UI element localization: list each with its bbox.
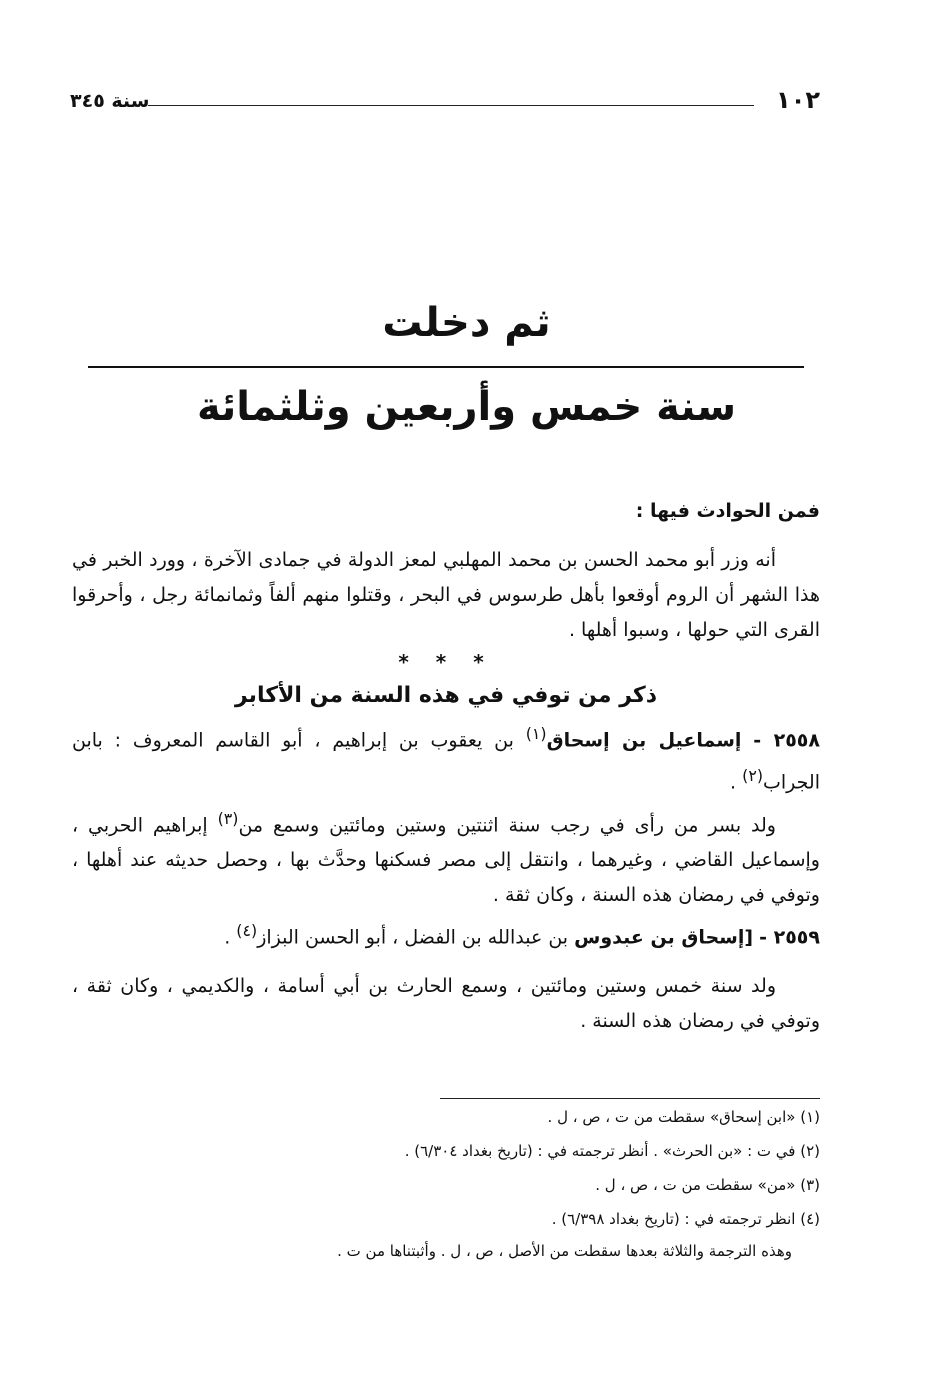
entry-2558-bio xyxy=(72,801,820,913)
footnote-ref: (٣) xyxy=(217,808,239,828)
footnote-ref: (٤) xyxy=(236,920,258,940)
entry-tail: . xyxy=(224,926,237,949)
section-separator: * * * xyxy=(398,650,494,674)
footnote-rule xyxy=(440,1098,820,1099)
header-rule xyxy=(148,105,754,106)
deaths-heading: ذكر من توفي في هذه السنة من الأكابر xyxy=(235,683,657,708)
title-rule xyxy=(88,366,804,368)
footnote-3: (٣) «من» سقطت من ت ، ص ، ل . xyxy=(595,1176,820,1194)
main-text xyxy=(72,494,820,1039)
entry-rest: بن عبدالله بن الفضل ، أبو الحسن البزاز xyxy=(257,926,575,949)
events-paragraph: أنه وزر أبو محمد الحسن بن محمد المهلبي لمعز الدولة في جمادى الآخرة ، وورد الخبر في هذا الشهر أن الروم أوقعوا بأهل طرسوس في البحر ، وقتلوا منهم ألفاً وثمانمائة رجل ، وأحرقوا القرى التي حولها ، وسبوا أهلها . xyxy=(72,549,820,641)
footnote-2: (٢) في ت : «بن الحرث» . أنظر ترجمته في : (تاريخ بغداد ٦/٣٠٤) . xyxy=(404,1142,820,1160)
page-number: ١٠٢ xyxy=(776,86,820,114)
footnote-1: (١) «ابن إسحاق» سقطت من ت ، ص ، ل . xyxy=(547,1108,820,1126)
entry-2558 xyxy=(72,716,820,801)
entry-name: [إسحاق بن عبدوس xyxy=(574,926,754,949)
footnote-note: وهذه الترجمة والثلاثة بعدها سقطت من الأصل ، ص ، ل . وأثبتناها من ت . xyxy=(337,1242,792,1260)
footnote-4: (٤) انظر ترجمته في : (تاريخ بغداد ٦/٣٩٨) . xyxy=(551,1210,820,1228)
running-year: سنة ٣٤٥ xyxy=(70,90,150,112)
events-heading: فمن الحوادث فيها : xyxy=(635,500,820,522)
footnotes xyxy=(72,1100,820,1236)
running-header xyxy=(70,86,820,120)
footnote-ref: (١) xyxy=(525,724,547,743)
entry-name: إسماعيل بن إسحاق xyxy=(546,729,742,752)
entry-tail: . xyxy=(730,771,743,794)
entry-number: ٢٥٥٩ - xyxy=(759,926,820,949)
title-line-2: سنة خمس وأربعين وثلثمائة xyxy=(196,384,737,430)
bio-text: إبراهيم الحربي ، وإسماعيل القاضي ، وغيرهما ، وانتقل إلى مصر فسكنها وحدَّث بها ، وحصل حديثه عند أهلها ، وتوفي في رمضان هذه السنة ، وكان ثقة . xyxy=(72,813,820,906)
title-line-1: ثم دخلت xyxy=(382,300,551,346)
entry-2559-bio: ولد سنة خمس وستين ومائتين ، وسمع الحارث بن أبي أسامة ، والكديمي ، وكان ثقة ، وتوفي في رمضان هذه السنة . xyxy=(72,975,820,1033)
entry-rest: بن يعقوب بن إبراهيم ، أبو القاسم المعروف : بابن الجراب xyxy=(72,729,820,794)
footnote-ref: (٢) xyxy=(742,766,764,786)
bio-text: ولد بسر من رأى في رجب سنة اثنتين وستين ومائتين وسمع من xyxy=(238,813,776,836)
entry-number: ٢٥٥٨ - xyxy=(753,729,820,752)
entry-2559 xyxy=(72,913,820,955)
